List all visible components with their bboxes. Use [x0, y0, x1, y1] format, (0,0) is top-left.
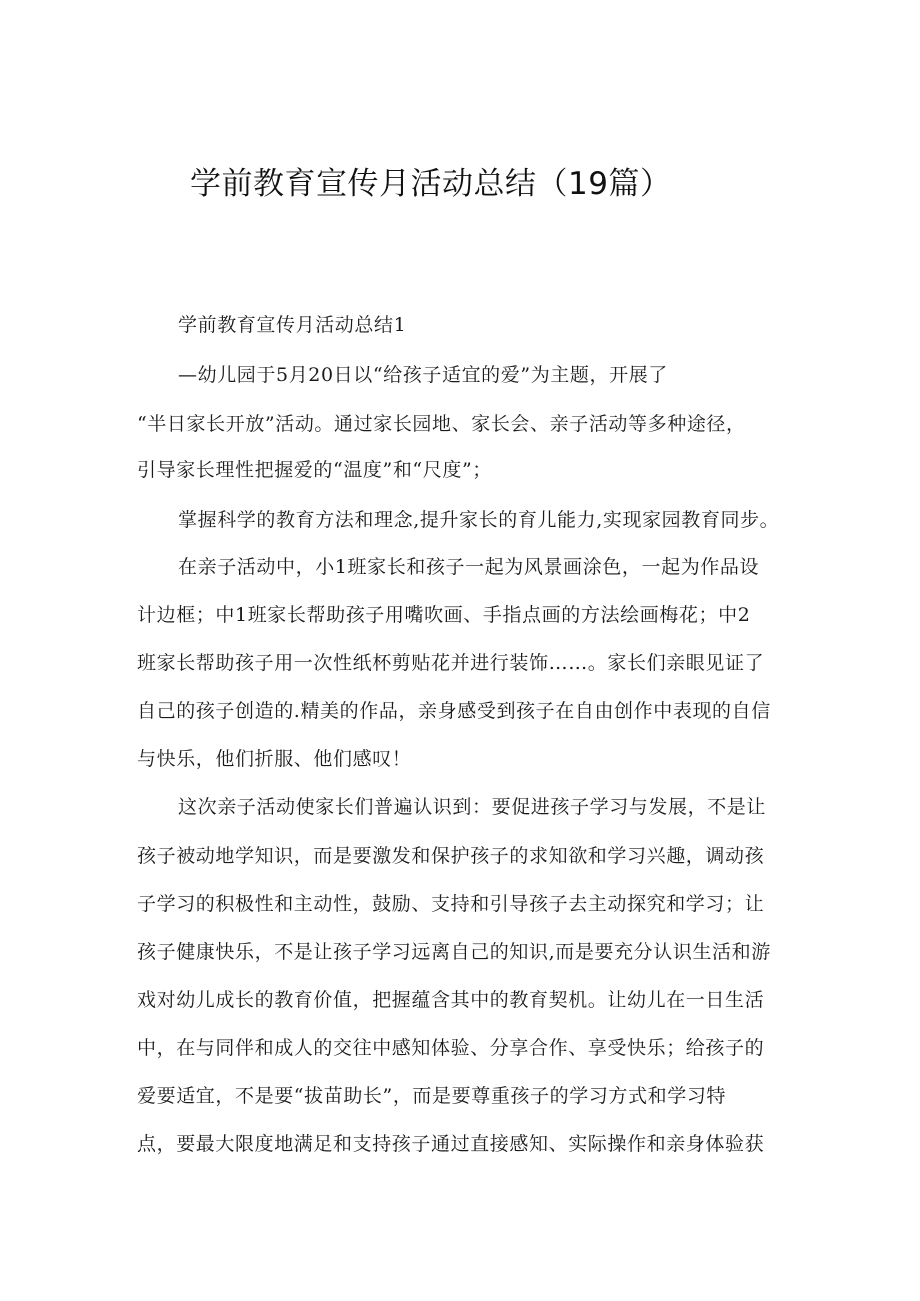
paragraph-line: 爱要适宜，不是要“拔苗助长”，而是要尊重孩子的学习方式和学习特 — [137, 1085, 727, 1107]
paragraph-line: 子学习的积极性和主动性，鼓励、支持和引导孩子去主动探究和学习；让 — [137, 893, 765, 915]
paragraph-line: 引导家长理性把握爱的“温度”和“尺度”； — [137, 459, 492, 481]
paragraph-line: 在亲子活动中，小1班家长和孩子一起为风景画涂色，一起为作品设 — [178, 556, 760, 578]
paragraph-line: 孩子健康快乐，不是让孩子学习远离自己的知识,而是要充分认识生活和游 — [137, 941, 771, 963]
paragraph-line: 计边框；中1班家长帮助孩子用嘴吹画、手指点画的方法绘画梅花；中2 — [137, 604, 751, 626]
paragraph-line: 戏对幼儿成长的教育价值，把握蕴含其中的教育契机。让幼儿在一日生活 — [137, 989, 765, 1011]
paragraph-line: 班家长帮助孩子用一次性纸杯剪贴花并进行装饰……。家长们亲眼见证了 — [137, 652, 765, 674]
paragraph-line: “半日家长开放”活动。通过家长园地、家长会、亲子活动等多种途径， — [137, 413, 746, 435]
paragraph-line: 这次亲子活动使家长们普遍认识到：要促进孩子学习与发展，不是让 — [178, 796, 767, 818]
section-heading: 学前教育宣传月活动总结1 — [178, 314, 407, 336]
paragraph-line: 自己的孩子创造的.精美的作品，亲身感受到孩子在自由创作中表现的自信 — [137, 700, 771, 722]
paragraph-line: 点，要最大限度地满足和支持孩子通过直接感知、实际操作和亲身体验获 — [137, 1133, 765, 1155]
paragraph-line: 与快乐，他们折服、他们感叹！ — [137, 748, 412, 770]
paragraph-line: 孩子被动地学知识，而是要激发和保护孩子的求知欲和学习兴趣，调动孩 — [137, 845, 765, 867]
paragraph-line: —幼儿园于5月20日以“给孩子适宜的爱”为主题，开展了 — [178, 364, 668, 386]
paragraph-line: 中，在与同伴和成人的交往中感知体验、分享合作、享受快乐；给孩子的 — [137, 1037, 765, 1059]
document-title: 学前教育宣传月活动总结（19篇） — [190, 166, 672, 202]
paragraph-line: 掌握科学的教育方法和理念,提升家长的育儿能力,实现家园教育同步。 — [178, 509, 780, 531]
